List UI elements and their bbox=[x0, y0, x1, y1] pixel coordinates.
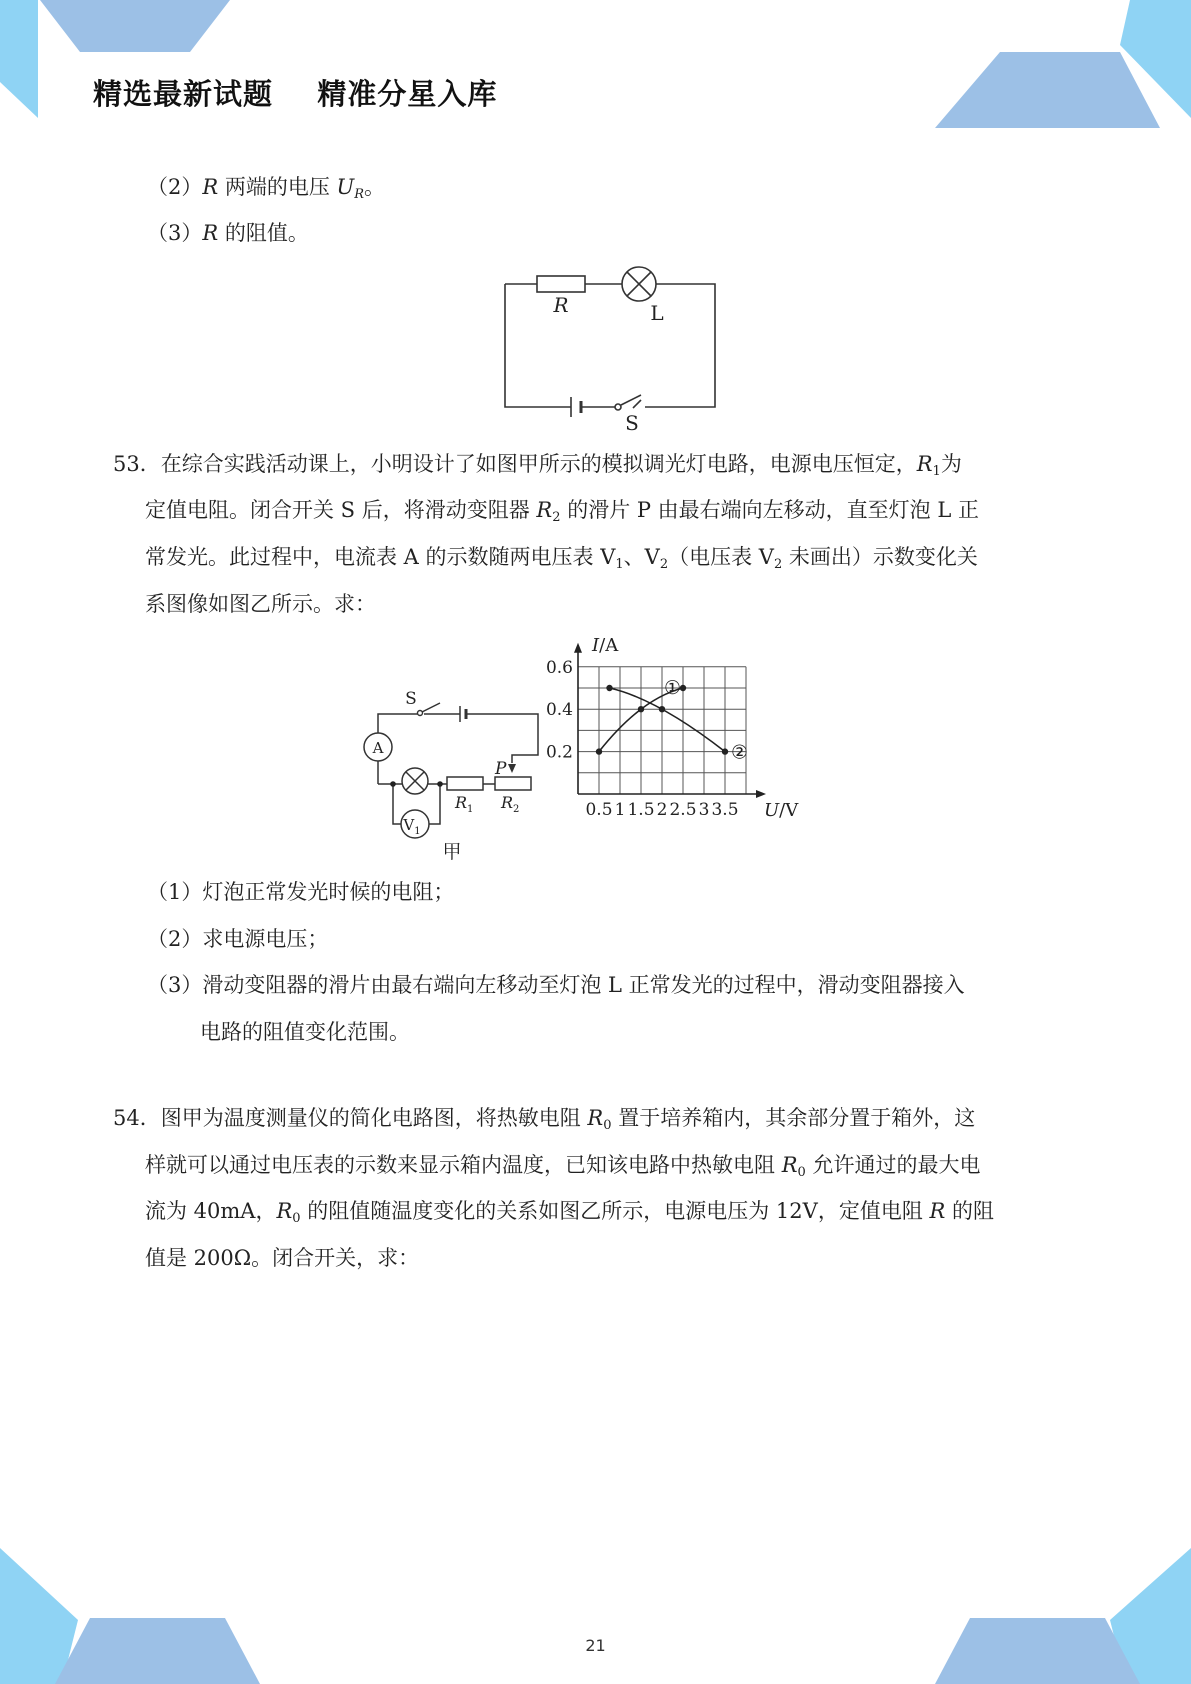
r1-label: $R_1$ bbox=[455, 793, 474, 815]
x-axis-label: U/V bbox=[764, 800, 799, 821]
series-label-1: ① bbox=[664, 677, 682, 699]
y-axis-label: I/A bbox=[592, 634, 619, 656]
slider-label: P bbox=[495, 759, 507, 779]
corner-tl-light bbox=[0, 0, 38, 118]
q53-line2: 定值电阻。闭合开关 S 后，将滑动变阻器 $R_2$ 的滑片 P 由最右端向左移动，直至灯泡 L 正 bbox=[145, 498, 979, 525]
q53-sub3b: 电路的阻值变化范围。 bbox=[200, 1020, 410, 1044]
data-point bbox=[596, 748, 602, 754]
x-tick-label: 0.5 bbox=[585, 800, 613, 820]
q53-sub2: （2）求电源电压； bbox=[147, 927, 329, 951]
q53-line4: 系图像如图乙所示。求： bbox=[145, 592, 376, 616]
q53-switch-label: S bbox=[405, 689, 417, 709]
q54-line4: 值是 200Ω。闭合开关，求： bbox=[145, 1246, 420, 1270]
q53-sub1: （1）灯泡正常发光时候的电阻； bbox=[147, 880, 455, 904]
data-point bbox=[722, 748, 728, 754]
q54-line1: 54．图甲为温度测量仪的简化电路图，将热敏电阻 $R_0$ 置于培养箱内，其余部分置于箱外，这 bbox=[113, 1106, 976, 1133]
q53-line3: 常发光。此过程中，电流表 A 的示数随两电压表 $V_1$、$V_2$（电压表 $V_2$ 未画出）示数变化关 bbox=[145, 545, 978, 572]
resistor-r bbox=[537, 276, 585, 292]
data-point bbox=[606, 685, 612, 691]
corner-tl-dark bbox=[40, 0, 230, 52]
x-tick-label: 1 bbox=[614, 800, 626, 820]
q54-line3: 流为 40mA，$R_0$ 的阻值随温度变化的关系如图乙所示，电源电压为 12V，定值电阻 R 的阻 bbox=[145, 1199, 994, 1226]
q53-line1: 53．在综合实践活动课上，小明设计了如图甲所示的模拟调光灯电路，电源电压恒定，$R_1$为 bbox=[113, 452, 962, 479]
data-point bbox=[638, 706, 644, 712]
q54-line2: 样就可以通过电压表的示数来显示箱内温度，已知该电路中热敏电阻 $R_0$ 允许通过的最大电 bbox=[145, 1153, 981, 1180]
circuit-caption: 甲 bbox=[442, 841, 462, 863]
switch-s bbox=[615, 404, 621, 410]
q52-sub3: （3）R 的阻值。 bbox=[147, 221, 309, 245]
x-axis-arrow bbox=[756, 790, 766, 798]
resistor-label: R bbox=[553, 293, 569, 317]
q53-circuit-figure bbox=[355, 684, 540, 864]
slider-arrow bbox=[508, 764, 516, 773]
q52-circuit-figure bbox=[495, 260, 725, 435]
corner-tr-dark bbox=[935, 52, 1160, 128]
q53-graph bbox=[540, 628, 840, 866]
x-tick-label: 3.5 bbox=[711, 800, 739, 820]
switch-s bbox=[418, 711, 423, 716]
q52-sub2: （2）R 两端的电压 $U_R$。 bbox=[147, 175, 386, 202]
y-tick-label: 0.4 bbox=[545, 700, 573, 721]
y-tick-label: 0.2 bbox=[545, 742, 573, 763]
switch-label: S bbox=[625, 411, 639, 435]
ammeter-label: A bbox=[372, 739, 384, 757]
y-tick-label: 0.6 bbox=[545, 657, 573, 678]
voltmeter-label: $V_1$ bbox=[403, 816, 421, 837]
y-axis-arrow bbox=[574, 643, 582, 653]
series-label-2: ② bbox=[731, 741, 749, 764]
r2-label: $R_2$ bbox=[501, 793, 520, 815]
x-tick-label: 3 bbox=[698, 800, 710, 820]
lamp-label: L bbox=[650, 301, 664, 325]
page-number: 21 bbox=[585, 1636, 606, 1655]
x-tick-label: 2.5 bbox=[669, 800, 697, 820]
resistor-r1 bbox=[447, 777, 483, 790]
data-point bbox=[659, 706, 665, 712]
header-title: 精选最新试题 精准分星入库 bbox=[93, 77, 498, 111]
x-tick-label: 2 bbox=[656, 800, 668, 820]
q53-sub3a: （3）滑动变阻器的滑片由最右端向左移动至灯泡 L 正常发光的过程中，滑动变阻器接入 bbox=[147, 973, 965, 997]
x-tick-label: 1.5 bbox=[627, 800, 655, 820]
